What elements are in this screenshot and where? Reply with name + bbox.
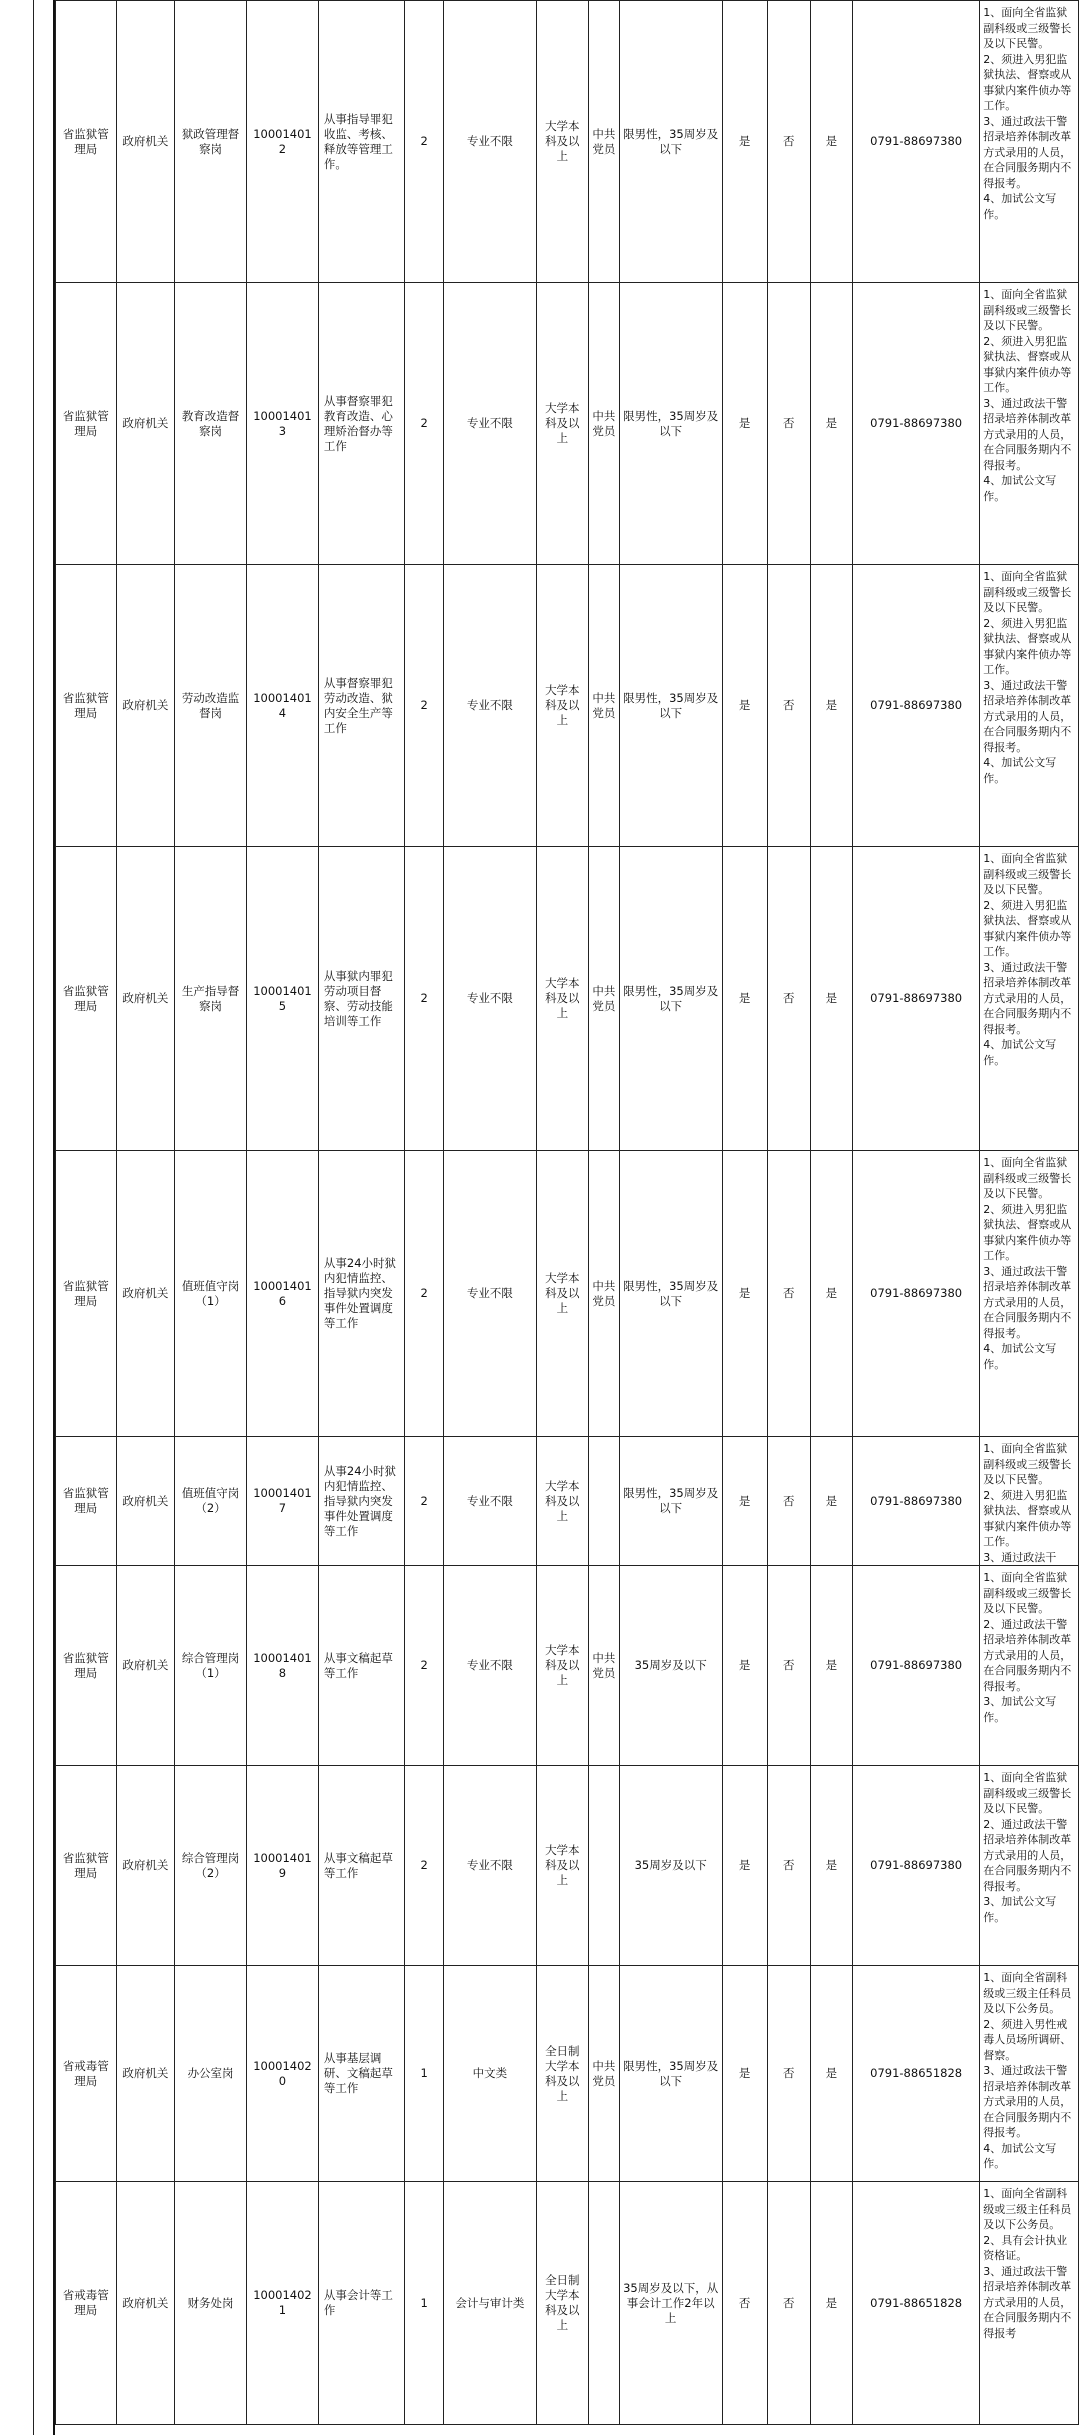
margin-rule xyxy=(33,0,34,2435)
post-code-cell: 100014013 xyxy=(247,283,319,565)
politics-cell: 中共党员 xyxy=(589,1566,620,1766)
requirement-cell: 限男性，35周岁及以下 xyxy=(619,847,722,1151)
education-cell: 大学本科及以上 xyxy=(536,1,588,283)
department-cell: 省监狱管理局 xyxy=(56,847,117,1151)
flag-cell-a: 否 xyxy=(722,2182,767,2425)
post-code-cell: 100014021 xyxy=(247,2182,319,2425)
flag-cell-b: 否 xyxy=(767,1566,810,1766)
notes-cell: 1、面向全省监狱副科级或三级警长及以下民警。 2、通过政法干警招录培养体制改革方式录用的人员，在合同服务期内不得报考。 3、加试公文写作。 xyxy=(980,1566,1079,1766)
major-cell: 专业不限 xyxy=(444,1766,536,1966)
table-row xyxy=(56,1151,1079,1437)
education-cell: 全日制大学本科及以上 xyxy=(536,1966,588,2182)
flag-cell-b: 否 xyxy=(767,2182,810,2425)
flag-cell-c: 是 xyxy=(810,1766,852,1966)
duty-cell: 从事指导罪犯收监、考核、释放等管理工作。 xyxy=(318,1,404,283)
phone-cell: 0791-88697380 xyxy=(852,1766,979,1966)
phone-cell: 0791-88697380 xyxy=(852,1,979,283)
phone-cell: 0791-88697380 xyxy=(852,283,979,565)
headcount-cell: 1 xyxy=(405,2182,444,2425)
major-cell: 会计与审计类 xyxy=(444,2182,536,2425)
notes-cell: 1、面向全省监狱副科级或三级警长及以下民警。 2、须进入男犯监狱执法、督察或从事狱内案件侦办等工作。 3、通过政法干警招录培养体制改革方式录用的人员，在合同服务期内不得报考。 4、加试公文写作。 xyxy=(980,847,1079,1151)
flag-cell-c: 是 xyxy=(810,1151,852,1437)
politics-cell: 中共党员 xyxy=(589,283,620,565)
post-name-cell: 财务处岗 xyxy=(175,2182,247,2425)
org-type-cell: 政府机关 xyxy=(116,565,175,847)
department-cell: 省监狱管理局 xyxy=(56,1566,117,1766)
flag-cell-a: 是 xyxy=(722,1566,767,1766)
department-cell: 省戒毒管理局 xyxy=(56,1966,117,2182)
org-type-cell: 政府机关 xyxy=(116,847,175,1151)
flag-cell-b: 否 xyxy=(767,1966,810,2182)
education-cell: 大学本科及以上 xyxy=(536,1766,588,1966)
notes-cell: 1、面向全省监狱副科级或三级警长及以下民警。 2、须进入男犯监狱执法、督察或从事狱内案件侦办等工作。 3、通过政法干警招录培养体制改革方式录用的人员，在合同服务期内不得报考。 4、加试公文写作。 xyxy=(980,565,1079,847)
department-cell: 省戒毒管理局 xyxy=(56,2182,117,2425)
org-type-cell: 政府机关 xyxy=(116,1,175,283)
department-cell: 省监狱管理局 xyxy=(56,1,117,283)
requirement-cell: 限男性，35周岁及以下 xyxy=(619,1437,722,1566)
org-type-cell: 政府机关 xyxy=(116,283,175,565)
org-type-cell: 政府机关 xyxy=(116,2182,175,2425)
major-cell: 专业不限 xyxy=(444,1,536,283)
requirement-cell: 限男性，35周岁及以下 xyxy=(619,1,722,283)
flag-cell-a: 是 xyxy=(722,1437,767,1566)
requirement-cell: 限男性，35周岁及以下 xyxy=(619,283,722,565)
politics-cell xyxy=(589,1437,620,1566)
education-cell: 全日制大学本科及以上 xyxy=(536,2182,588,2425)
post-name-cell: 办公室岗 xyxy=(175,1966,247,2182)
table-row xyxy=(56,565,1079,847)
duty-cell: 从事督察罪犯劳动改造、狱内安全生产等工作 xyxy=(318,565,404,847)
post-code-cell: 100014016 xyxy=(247,1151,319,1437)
education-cell: 大学本科及以上 xyxy=(536,565,588,847)
politics-cell: 中共党员 xyxy=(589,1,620,283)
education-cell: 大学本科及以上 xyxy=(536,1437,588,1566)
table-row xyxy=(56,1566,1079,1766)
phone-cell: 0791-88697380 xyxy=(852,1566,979,1766)
table-row xyxy=(56,1766,1079,1966)
notes-cell: 1、面向全省副科级或三级主任科员及以下公务员。 2、须进入男性戒毒人员场所调研、督察。 3、通过政法干警招录培养体制改革方式录用的人员，在合同服务期内不得报考。 4、加试公文写作。 xyxy=(980,1966,1079,2182)
phone-cell: 0791-88697380 xyxy=(852,1151,979,1437)
notes-cell: 1、面向全省监狱副科级或三级警长及以下民警。 2、须进入男犯监狱执法、督察或从事狱内案件侦办等工作。 3、通过政法干警招录培养体制改革方式录用的人员，在合同服务期内不得报考。 4、加试公文写作。 xyxy=(980,1151,1079,1437)
notes-cell: 1、面向全省监狱副科级或三级警长及以下民警。 2、通过政法干警招录培养体制改革方式录用的人员，在合同服务期内不得报考。 3、加试公文写作。 xyxy=(980,1766,1079,1966)
education-cell: 大学本科及以上 xyxy=(536,847,588,1151)
phone-cell: 0791-88697380 xyxy=(852,1437,979,1566)
notes-cell: 1、面向全省监狱副科级或三级警长及以下民警。 2、须进入男犯监狱执法、督察或从事狱内案件侦办等工作。 3、通过政法干警招录培养体制改革方式录用的人员，在合同服务期内不得报考。 4、加试公文写作。 xyxy=(980,283,1079,565)
table-row xyxy=(56,1,1079,283)
department-cell: 省监狱管理局 xyxy=(56,1151,117,1437)
major-cell: 专业不限 xyxy=(444,1566,536,1766)
department-cell: 省监狱管理局 xyxy=(56,283,117,565)
org-type-cell: 政府机关 xyxy=(116,1437,175,1566)
post-code-cell: 100014018 xyxy=(247,1566,319,1766)
notes-cell: 1、面向全省监狱副科级或三级警长及以下民警。 2、须进入男犯监狱执法、督察或从事狱内案件侦办等工作。 3、通过政法干警招录培养体制改革方式录用的人员，在合同服务期内不得报考。 4、加试公文写作。 xyxy=(980,1,1079,283)
phone-cell: 0791-88651828 xyxy=(852,2182,979,2425)
major-cell: 专业不限 xyxy=(444,847,536,1151)
politics-cell: 中共党员 xyxy=(589,565,620,847)
recruitment-table xyxy=(55,0,1079,2425)
left-margin xyxy=(0,0,54,2435)
flag-cell-a: 是 xyxy=(722,565,767,847)
headcount-cell: 2 xyxy=(405,1566,444,1766)
politics-cell xyxy=(589,1766,620,1966)
notes-cell: 1、面向全省监狱副科级或三级警长及以下民警。 2、须进入男犯监狱执法、督察或从事狱内案件侦办等工作。 3、通过政法干 xyxy=(980,1437,1079,1566)
politics-cell xyxy=(589,2182,620,2425)
headcount-cell: 1 xyxy=(405,1966,444,2182)
post-name-cell: 综合管理岗（1） xyxy=(175,1566,247,1766)
requirement-cell: 35周岁及以下 xyxy=(619,1566,722,1766)
table-row xyxy=(56,2182,1079,2425)
org-type-cell: 政府机关 xyxy=(116,1566,175,1766)
department-cell: 省监狱管理局 xyxy=(56,565,117,847)
requirement-cell: 限男性，35周岁及以下 xyxy=(619,1151,722,1437)
post-code-cell: 100014020 xyxy=(247,1966,319,2182)
table-row xyxy=(56,1966,1079,2182)
phone-cell: 0791-88697380 xyxy=(852,847,979,1151)
flag-cell-c: 是 xyxy=(810,1,852,283)
post-code-cell: 100014012 xyxy=(247,1,319,283)
flag-cell-a: 是 xyxy=(722,283,767,565)
education-cell: 大学本科及以上 xyxy=(536,283,588,565)
flag-cell-a: 是 xyxy=(722,1966,767,2182)
table-row xyxy=(56,283,1079,565)
headcount-cell: 2 xyxy=(405,565,444,847)
major-cell: 专业不限 xyxy=(444,1151,536,1437)
flag-cell-a: 是 xyxy=(722,847,767,1151)
duty-cell: 从事会计等工作 xyxy=(318,2182,404,2425)
education-cell: 大学本科及以上 xyxy=(536,1566,588,1766)
education-cell: 大学本科及以上 xyxy=(536,1151,588,1437)
headcount-cell: 2 xyxy=(405,847,444,1151)
post-name-cell: 劳动改造监督岗 xyxy=(175,565,247,847)
headcount-cell: 2 xyxy=(405,1,444,283)
flag-cell-c: 是 xyxy=(810,1566,852,1766)
flag-cell-c: 是 xyxy=(810,2182,852,2425)
flag-cell-c: 是 xyxy=(810,283,852,565)
flag-cell-c: 是 xyxy=(810,565,852,847)
requirement-cell: 限男性，35周岁及以下 xyxy=(619,565,722,847)
flag-cell-a: 是 xyxy=(722,1,767,283)
flag-cell-b: 否 xyxy=(767,1,810,283)
org-type-cell: 政府机关 xyxy=(116,1151,175,1437)
flag-cell-c: 是 xyxy=(810,1966,852,2182)
politics-cell: 中共党员 xyxy=(589,1966,620,2182)
headcount-cell: 2 xyxy=(405,1151,444,1437)
post-name-cell: 教育改造督察岗 xyxy=(175,283,247,565)
post-code-cell: 100014017 xyxy=(247,1437,319,1566)
flag-cell-b: 否 xyxy=(767,1151,810,1437)
politics-cell: 中共党员 xyxy=(589,847,620,1151)
flag-cell-b: 否 xyxy=(767,565,810,847)
flag-cell-b: 否 xyxy=(767,283,810,565)
requirement-cell: 限男性，35周岁及以下 xyxy=(619,1966,722,2182)
department-cell: 省监狱管理局 xyxy=(56,1766,117,1966)
headcount-cell: 2 xyxy=(405,283,444,565)
requirement-cell: 35周岁及以下，从事会计工作2年以上 xyxy=(619,2182,722,2425)
flag-cell-b: 否 xyxy=(767,1766,810,1966)
post-name-cell: 狱政管理督察岗 xyxy=(175,1,247,283)
duty-cell: 从事文稿起草等工作 xyxy=(318,1766,404,1966)
duty-cell: 从事基层调研、文稿起草等工作 xyxy=(318,1966,404,2182)
department-cell: 省监狱管理局 xyxy=(56,1437,117,1566)
duty-cell: 从事文稿起草等工作 xyxy=(318,1566,404,1766)
major-cell: 专业不限 xyxy=(444,283,536,565)
flag-cell-b: 否 xyxy=(767,847,810,1151)
duty-cell: 从事24小时狱内犯情监控、指导狱内突发事件处置调度等工作 xyxy=(318,1437,404,1566)
table-row xyxy=(56,1437,1079,1566)
flag-cell-b: 否 xyxy=(767,1437,810,1566)
table-row xyxy=(56,847,1079,1151)
post-code-cell: 100014015 xyxy=(247,847,319,1151)
duty-cell: 从事督察罪犯教育改造、心理矫治督办等工作 xyxy=(318,283,404,565)
major-cell: 中文类 xyxy=(444,1966,536,2182)
post-name-cell: 综合管理岗（2） xyxy=(175,1766,247,1966)
politics-cell: 中共党员 xyxy=(589,1151,620,1437)
flag-cell-c: 是 xyxy=(810,847,852,1151)
org-type-cell: 政府机关 xyxy=(116,1766,175,1966)
phone-cell: 0791-88651828 xyxy=(852,1966,979,2182)
headcount-cell: 2 xyxy=(405,1437,444,1566)
org-type-cell: 政府机关 xyxy=(116,1966,175,2182)
flag-cell-c: 是 xyxy=(810,1437,852,1566)
requirement-cell: 35周岁及以下 xyxy=(619,1766,722,1966)
flag-cell-a: 是 xyxy=(722,1151,767,1437)
post-name-cell: 值班值守岗（1） xyxy=(175,1151,247,1437)
phone-cell: 0791-88697380 xyxy=(852,565,979,847)
post-name-cell: 值班值守岗（2） xyxy=(175,1437,247,1566)
major-cell: 专业不限 xyxy=(444,1437,536,1566)
flag-cell-a: 是 xyxy=(722,1766,767,1966)
post-name-cell: 生产指导督察岗 xyxy=(175,847,247,1151)
headcount-cell: 2 xyxy=(405,1766,444,1966)
post-code-cell: 100014014 xyxy=(247,565,319,847)
duty-cell: 从事狱内罪犯劳动项目督察、劳动技能培训等工作 xyxy=(318,847,404,1151)
notes-cell: 1、面向全省副科级或三级主任科员及以下公务员。 2、具有会计执业资格证。 3、通过政法干警招录培养体制改革方式录用的人员，在合同服务期内不得报考 xyxy=(980,2182,1079,2425)
major-cell: 专业不限 xyxy=(444,565,536,847)
duty-cell: 从事24小时狱内犯情监控、指导狱内突发事件处置调度等工作 xyxy=(318,1151,404,1437)
post-code-cell: 100014019 xyxy=(247,1766,319,1966)
